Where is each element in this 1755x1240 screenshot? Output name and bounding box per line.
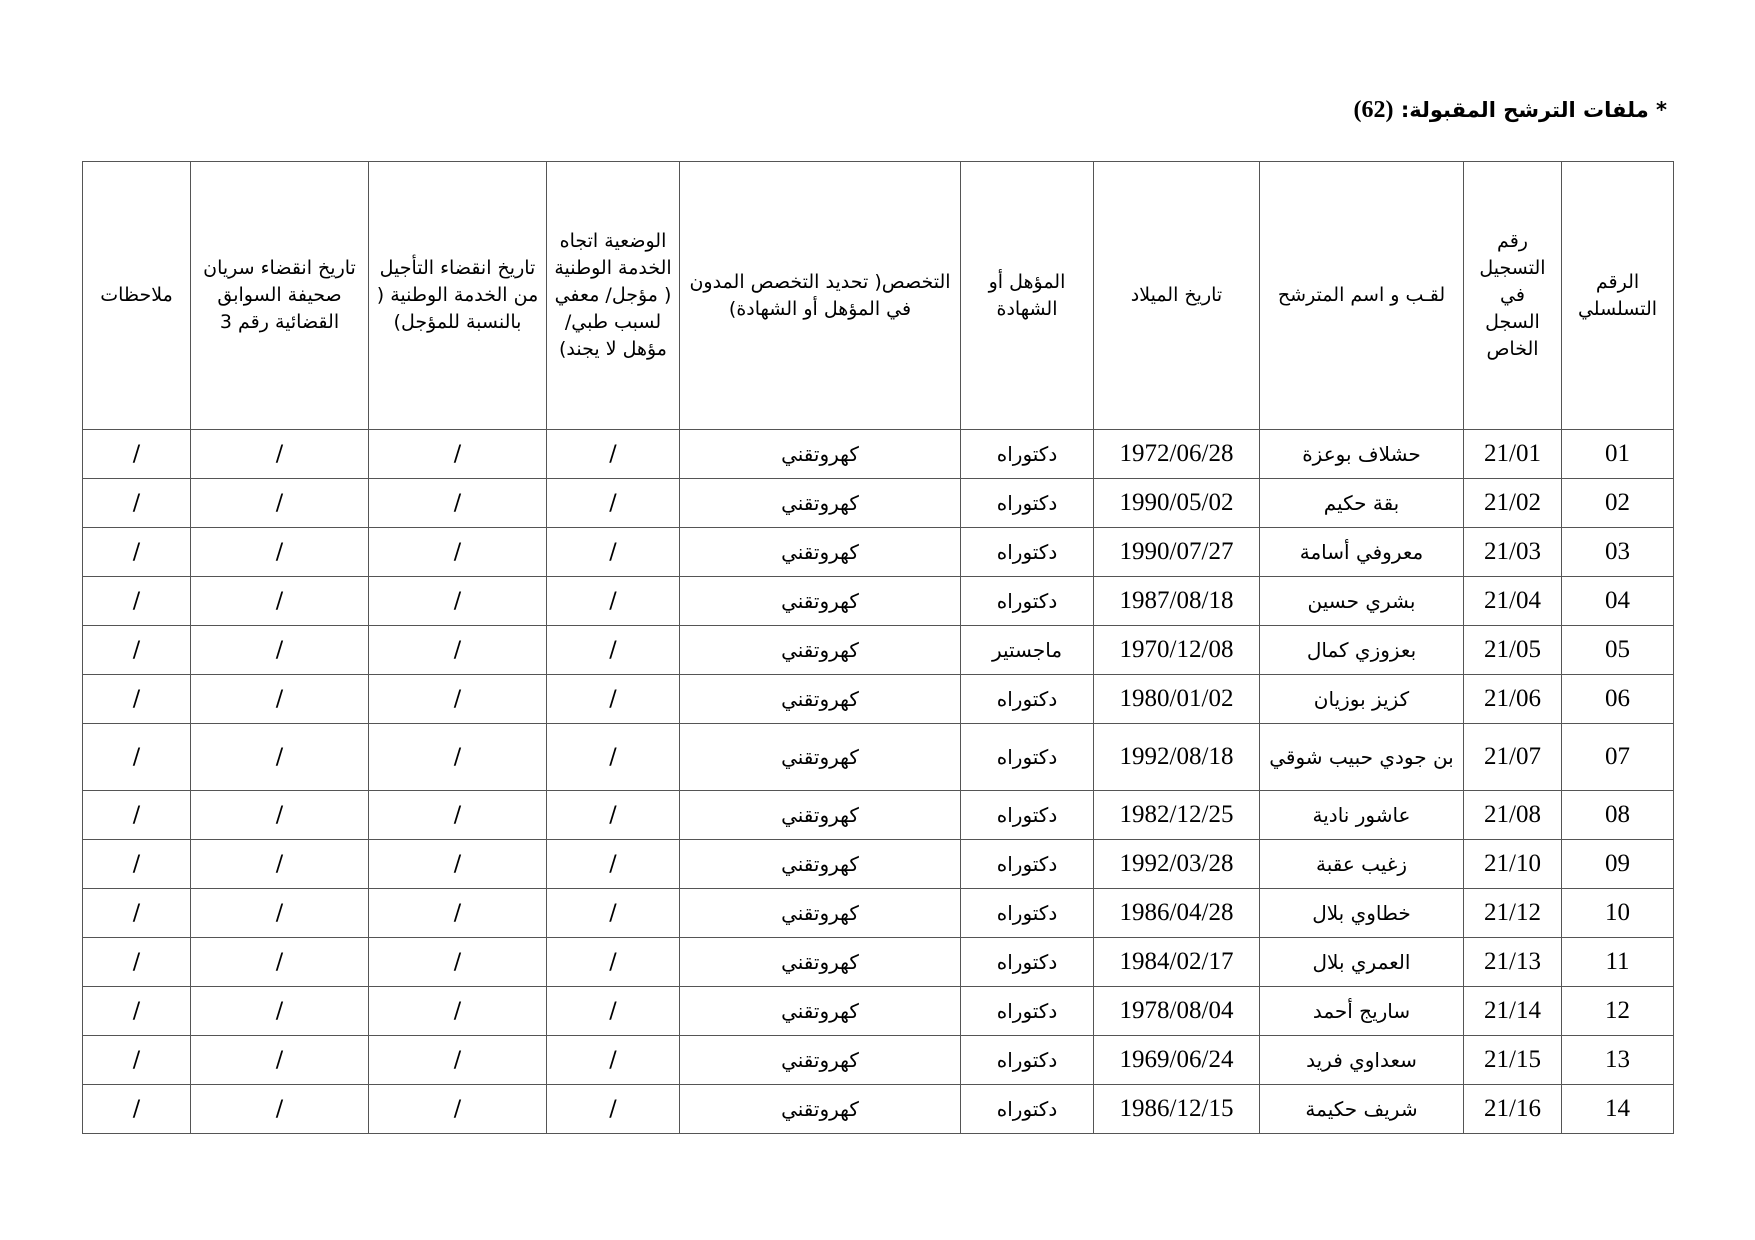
cell-specialty: كهروتقني (680, 626, 961, 675)
header-serial: الرقم التسلسلي (1562, 162, 1674, 430)
cell-notes: / (83, 1036, 191, 1085)
cell-specialty: كهروتقني (680, 840, 961, 889)
cell-birth-date: 1984/02/17 (1094, 938, 1260, 987)
cell-degree: دكتوراه (961, 840, 1094, 889)
cell-serial: 14 (1562, 1085, 1674, 1134)
cell-birth-date: 1987/08/18 (1094, 577, 1260, 626)
cell-military-status: / (547, 1085, 680, 1134)
cell-degree: دكتوراه (961, 938, 1094, 987)
cell-registration: 21/03 (1464, 528, 1562, 577)
cell-registration: 21/08 (1464, 791, 1562, 840)
cell-record-expiry: / (191, 528, 369, 577)
cell-specialty: كهروتقني (680, 430, 961, 479)
table-row (83, 889, 1674, 938)
cell-record-expiry: / (191, 430, 369, 479)
cell-deferral-expiry: / (369, 577, 547, 626)
table-row (83, 675, 1674, 724)
cell-serial: 01 (1562, 430, 1674, 479)
cell-serial: 09 (1562, 840, 1674, 889)
table-row (83, 840, 1674, 889)
cell-serial: 08 (1562, 791, 1674, 840)
cell-serial: 11 (1562, 938, 1674, 987)
cell-record-expiry: / (191, 938, 369, 987)
cell-birth-date: 1982/12/25 (1094, 791, 1260, 840)
cell-record-expiry: / (191, 626, 369, 675)
cell-registration: 21/13 (1464, 938, 1562, 987)
cell-name: خطاوي بلال (1260, 889, 1464, 938)
cell-degree: دكتوراه (961, 675, 1094, 724)
cell-serial: 03 (1562, 528, 1674, 577)
cell-name: حشلاف بوعزة (1260, 430, 1464, 479)
cell-birth-date: 1970/12/08 (1094, 626, 1260, 675)
cell-registration: 21/12 (1464, 889, 1562, 938)
cell-notes: / (83, 791, 191, 840)
cell-registration: 21/07 (1464, 724, 1562, 791)
cell-serial: 10 (1562, 889, 1674, 938)
cell-birth-date: 1972/06/28 (1094, 430, 1260, 479)
table-row (83, 938, 1674, 987)
cell-name: ساريج أحمد (1260, 987, 1464, 1036)
cell-military-status: / (547, 479, 680, 528)
cell-birth-date: 1990/05/02 (1094, 479, 1260, 528)
cell-birth-date: 1992/03/28 (1094, 840, 1260, 889)
cell-military-status: / (547, 724, 680, 791)
cell-serial: 13 (1562, 1036, 1674, 1085)
cell-notes: / (83, 724, 191, 791)
cell-specialty: كهروتقني (680, 987, 961, 1036)
cell-military-status: / (547, 675, 680, 724)
cell-name: كزيز بوزيان (1260, 675, 1464, 724)
table-row (83, 528, 1674, 577)
table-body (83, 430, 1674, 1134)
cell-deferral-expiry: / (369, 791, 547, 840)
cell-degree: ماجستير (961, 626, 1094, 675)
cell-deferral-expiry: / (369, 1036, 547, 1085)
cell-deferral-expiry: / (369, 987, 547, 1036)
table-row (83, 577, 1674, 626)
cell-name: العمري بلال (1260, 938, 1464, 987)
cell-specialty: كهروتقني (680, 724, 961, 791)
header-record-expiry: تاريخ انقضاء سريان صحيفة السوابق القضائية رقم 3 (191, 162, 369, 430)
cell-notes: / (83, 626, 191, 675)
table-row (83, 987, 1674, 1036)
cell-registration: 21/06 (1464, 675, 1562, 724)
cell-registration: 21/10 (1464, 840, 1562, 889)
header-registration: رقم التسجيل في السجل الخاص (1464, 162, 1562, 430)
cell-name: سعداوي فريد (1260, 1036, 1464, 1085)
cell-birth-date: 1978/08/04 (1094, 987, 1260, 1036)
cell-name: بن جودي حبيب شوقي (1260, 724, 1464, 791)
header-military-status: الوضعية اتجاه الخدمة الوطنية ( مؤجل/ معفي لسبب طبي/مؤهل لا يجند) (547, 162, 680, 430)
cell-military-status: / (547, 528, 680, 577)
table-row (83, 1085, 1674, 1134)
cell-record-expiry: / (191, 479, 369, 528)
cell-name: عاشور نادية (1260, 791, 1464, 840)
cell-specialty: كهروتقني (680, 938, 961, 987)
accepted-count: (62) (1353, 97, 1394, 123)
cell-record-expiry: / (191, 577, 369, 626)
cell-record-expiry: / (191, 987, 369, 1036)
cell-specialty: كهروتقني (680, 889, 961, 938)
cell-military-status: / (547, 626, 680, 675)
cell-degree: دكتوراه (961, 528, 1094, 577)
cell-military-status: / (547, 430, 680, 479)
cell-specialty: كهروتقني (680, 675, 961, 724)
cell-deferral-expiry: / (369, 528, 547, 577)
header-row (83, 162, 1674, 430)
cell-deferral-expiry: / (369, 1085, 547, 1134)
cell-specialty: كهروتقني (680, 1036, 961, 1085)
cell-record-expiry: / (191, 889, 369, 938)
cell-record-expiry: / (191, 675, 369, 724)
cell-record-expiry: / (191, 1085, 369, 1134)
cell-serial: 02 (1562, 479, 1674, 528)
cell-military-status: / (547, 987, 680, 1036)
header-notes: ملاحظات (83, 162, 191, 430)
cell-birth-date: 1990/07/27 (1094, 528, 1260, 577)
cell-military-status: / (547, 1036, 680, 1085)
cell-notes: / (83, 479, 191, 528)
cell-deferral-expiry: / (369, 675, 547, 724)
cell-degree: دكتوراه (961, 577, 1094, 626)
header-degree: المؤهل أو الشهادة (961, 162, 1094, 430)
cell-birth-date: 1992/08/18 (1094, 724, 1260, 791)
cell-birth-date: 1969/06/24 (1094, 1036, 1260, 1085)
cell-specialty: كهروتقني (680, 1085, 961, 1134)
cell-registration: 21/05 (1464, 626, 1562, 675)
cell-name: شريف حكيمة (1260, 1085, 1464, 1134)
cell-name: زغيب عقبة (1260, 840, 1464, 889)
cell-deferral-expiry: / (369, 840, 547, 889)
cell-deferral-expiry: / (369, 430, 547, 479)
cell-deferral-expiry: / (369, 479, 547, 528)
candidates-table (82, 161, 1674, 1134)
cell-military-status: / (547, 938, 680, 987)
table-row (83, 791, 1674, 840)
cell-notes: / (83, 430, 191, 479)
cell-birth-date: 1986/04/28 (1094, 889, 1260, 938)
header-name: لقـب و اسم المترشح (1260, 162, 1464, 430)
cell-deferral-expiry: / (369, 938, 547, 987)
cell-name: بقة حكيم (1260, 479, 1464, 528)
page-title (1067, 95, 1667, 125)
cell-deferral-expiry: / (369, 889, 547, 938)
cell-specialty: كهروتقني (680, 577, 961, 626)
cell-specialty: كهروتقني (680, 479, 961, 528)
cell-notes: / (83, 1085, 191, 1134)
table-row (83, 1036, 1674, 1085)
cell-degree: دكتوراه (961, 430, 1094, 479)
cell-registration: 21/04 (1464, 577, 1562, 626)
cell-registration: 21/01 (1464, 430, 1562, 479)
cell-degree: دكتوراه (961, 1036, 1094, 1085)
cell-notes: / (83, 528, 191, 577)
cell-serial: 04 (1562, 577, 1674, 626)
cell-notes: / (83, 987, 191, 1036)
cell-serial: 05 (1562, 626, 1674, 675)
cell-birth-date: 1980/01/02 (1094, 675, 1260, 724)
cell-serial: 07 (1562, 724, 1674, 791)
cell-record-expiry: / (191, 724, 369, 791)
cell-deferral-expiry: / (369, 724, 547, 791)
cell-notes: / (83, 889, 191, 938)
cell-registration: 21/15 (1464, 1036, 1562, 1085)
cell-notes: / (83, 840, 191, 889)
cell-notes: / (83, 938, 191, 987)
cell-name: بعزوزي كمال (1260, 626, 1464, 675)
cell-degree: دكتوراه (961, 889, 1094, 938)
cell-degree: دكتوراه (961, 1085, 1094, 1134)
cell-deferral-expiry: / (369, 626, 547, 675)
cell-record-expiry: / (191, 840, 369, 889)
cell-record-expiry: / (191, 791, 369, 840)
cell-military-status: / (547, 889, 680, 938)
table-row (83, 724, 1674, 791)
cell-notes: / (83, 577, 191, 626)
header-deferral-expiry: تاريخ انقضاء التأجيل من الخدمة الوطنية ( بالنسبة للمؤجل) (369, 162, 547, 430)
page-title-text: * ملفات الترشح المقبولة: (1400, 98, 1667, 122)
cell-specialty: كهروتقني (680, 528, 961, 577)
header-birth-date: تاريخ الميلاد (1094, 162, 1260, 430)
cell-degree: دكتوراه (961, 791, 1094, 840)
cell-notes: / (83, 675, 191, 724)
cell-name: معروفي أسامة (1260, 528, 1464, 577)
table-row (83, 430, 1674, 479)
cell-military-status: / (547, 791, 680, 840)
cell-military-status: / (547, 840, 680, 889)
cell-name: بشري حسين (1260, 577, 1464, 626)
cell-serial: 12 (1562, 987, 1674, 1036)
header-specialty: التخصص( تحديد التخصص المدون في المؤهل أو الشهادة) (680, 162, 961, 430)
cell-specialty: كهروتقني (680, 791, 961, 840)
cell-degree: دكتوراه (961, 724, 1094, 791)
cell-degree: دكتوراه (961, 479, 1094, 528)
cell-record-expiry: / (191, 1036, 369, 1085)
cell-military-status: / (547, 577, 680, 626)
cell-registration: 21/02 (1464, 479, 1562, 528)
cell-registration: 21/14 (1464, 987, 1562, 1036)
cell-degree: دكتوراه (961, 987, 1094, 1036)
cell-birth-date: 1986/12/15 (1094, 1085, 1260, 1134)
table-row (83, 479, 1674, 528)
table-row (83, 626, 1674, 675)
cell-serial: 06 (1562, 675, 1674, 724)
cell-registration: 21/16 (1464, 1085, 1562, 1134)
